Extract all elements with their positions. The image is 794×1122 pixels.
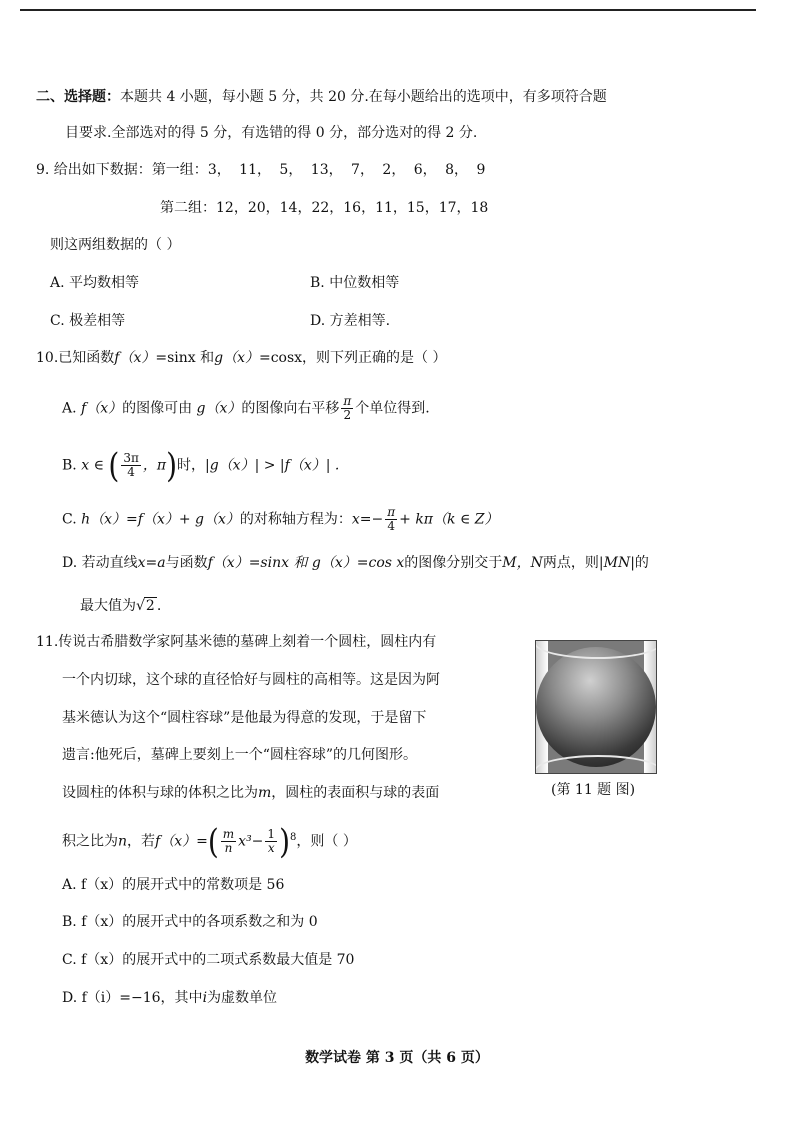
q10-d-mid: 与函数 [165,555,208,571]
q11-line5-a: 设圆柱的体积与球的体积之比为 [62,785,258,801]
q10-b-frac-num: 3π [123,451,139,465]
q10-a-frac [341,395,353,422]
q9-stem: 则这两组数据的（ ） [50,237,181,253]
q10-option-d-line2 [80,596,161,616]
q10-a-fx: f（x） [81,400,123,417]
q10-c-x: x=− [351,511,384,528]
q10-stem [36,348,447,368]
q10-a-post: 个单位得到. [355,400,430,417]
sqrt-symbol: √2 [136,598,155,614]
q11-option-c: C. f（x）的展开式中的二项式系数最大值是 70 [62,952,355,968]
section-title: 二、选择题： [36,89,120,105]
q9-line2 [160,198,488,218]
q10-d-xa: x=a [137,555,166,571]
q11-power: 8 [290,832,297,843]
q10-a-gx: g（x） [196,400,242,417]
q11-line1 [36,632,436,652]
q10-d-mn: M，N [502,555,543,571]
q10-b-frac [121,452,141,479]
q11-line6 [62,821,357,861]
q11-d-b: 为虚数单位 [207,990,278,1006]
q11-rparen: ) [279,821,290,861]
q10-a-mid: 的图像可由 [122,400,193,417]
q10-eq1: =sinx 和 [155,350,215,366]
top-rule [20,9,756,11]
q10-fx: f（x） [114,350,156,366]
q10-d-abs: |MN| [598,555,635,571]
q10-c-pre: C. [62,511,77,528]
q10-a-frac-num: π [343,394,352,408]
q10-gx: g（x） [214,350,259,366]
q10-b-rparen: ) [166,445,177,485]
q10-c-post: + kπ（k ∈ Z） [399,511,499,528]
q10-d-end: . [156,598,162,614]
q11-1x-frac [265,828,277,855]
q10-b-lparen: ( [108,445,120,485]
q11-d-a: D. f（i）=−16，其中 [62,990,203,1006]
q10-option-a [62,395,430,422]
q11-line3: 基米德认为这个“圆柱容球”是他最为得意的发现，于是留下 [62,710,427,726]
section-header [36,87,607,107]
q10-c-frac-num: π [387,505,396,519]
q10-b-in: ∈ [93,457,104,474]
q11-mn-den: n [224,841,233,856]
q10-b-pi: ，π [142,457,167,474]
q10-d-mid3: 两点，则 [542,555,599,571]
page-footer: 数学试卷 第 3 页（共 6 页） [305,1050,489,1066]
section-desc-line2: 目要求.全部选对的得 5 分，有选错的得 0 分，部分选对的得 2 分. [65,125,478,141]
q11-line6-b: ，若 [127,833,156,850]
q11-x3: x³− [238,833,264,850]
q11-option-a: A. f（x）的展开式中的常数项是 56 [62,877,285,893]
q10-d-pre: D. 若动直线 [62,555,138,571]
q9-option-c: C. 极差相等 [50,313,126,329]
q10-d-sqrt: 2 [145,598,155,614]
q10-a-pre: A. [62,400,77,417]
q10-c-mid: 的对称轴方程为： [239,511,352,528]
q9-group1-data: 3， 11， 5， 13， 7， 2， 6， 8， 9 [207,162,486,178]
q11-1x-den: x [267,841,275,856]
q11-line6-n: n [118,833,128,850]
q11-line2: 一个内切球，这个球的直径恰好与圆柱的高相等。这是因为阿 [62,672,440,688]
q10-option-c [62,506,498,533]
q11-line5-m: m [258,785,272,801]
q11-label: 11. [36,634,59,650]
q9-option-b: B. 中位数相等 [310,275,400,291]
section-desc-line1: 本题共 4 小题，每小题 5 分，共 20 分.在每小题给出的选项中，有多项符合题 [120,89,607,105]
q9-group1-label: 第一组： [151,162,208,178]
q10-d-line2: 最大值为 [80,598,136,614]
q11-line5 [62,783,439,803]
q11-d-i: i [202,990,208,1006]
q9-label: 9. 给出如下数据： [36,162,152,178]
q10-c-frac-den: 4 [387,519,396,533]
q11-1x-num: 1 [267,827,276,842]
q11-line6-f: f（x）= [155,833,208,850]
q10-a-frac-den: 2 [343,408,352,422]
q9-option-d: D. 方差相等. [310,313,391,329]
q10-b-pre: B. [62,457,77,474]
q11-mn-num: m [222,827,235,842]
cylinder-bottom-rim [535,755,657,774]
q10-label: 10. [36,350,59,366]
q10-d-post: 的 [634,555,649,571]
q10-d-mid2: 的图像分别交于 [404,555,503,571]
q10-stem-text: 已知函数 [58,350,115,366]
q11-option-d [62,988,277,1008]
q11-line5-b: ，圆柱的表面积与球的表面 [271,785,440,801]
q10-d-f: f（x）=sinx 和 g（x）=cos x [207,555,405,571]
q11-lparen: ( [207,821,219,861]
q10-b-frac-den: 4 [127,465,135,479]
q10-c-hx: h（x）=f（x）+ g（x） [81,511,240,528]
q10-b-post: 时， [177,457,205,474]
q11-line1-text: 传说古希腊数学家阿基米德的墓碑上刻着一个圆柱，圆柱内有 [58,634,437,650]
inscribed-sphere [536,647,656,767]
q11-mn-frac [221,828,236,855]
q10-option-d-line1 [62,553,649,573]
figure-caption: (第 11 题 图) [551,782,636,798]
cylinder-top-rim [535,640,657,659]
q9-option-a: A. 平均数相等 [50,275,140,291]
q11-line6-a: 积之比为 [62,833,118,850]
q9-group2-label: 第二组： [160,200,216,216]
q10-c-frac [385,506,397,533]
q10-b-abs: |g（x）| > |f（x）| . [205,457,340,474]
q10-eq2: =cosx，则下列正确的是（ ） [258,350,447,366]
q10-b-x: x [81,457,90,474]
q11-line6-end: ，则（ ） [296,833,357,850]
q10-option-b [62,445,340,485]
q9-line1 [36,160,485,180]
q11-line4: 遗言:他死后，墓碑上要刻上一个“圆柱容球”的几何图形。 [62,747,418,763]
q10-a-mid2: 的图像向右平移 [241,400,340,417]
q11-option-b: B. f（x）的展开式中的各项系数之和为 0 [62,914,318,930]
cylinder-sphere-figure [535,640,657,774]
q9-group2-data: 12，20，14，22，16，11，15，17，18 [216,200,489,216]
